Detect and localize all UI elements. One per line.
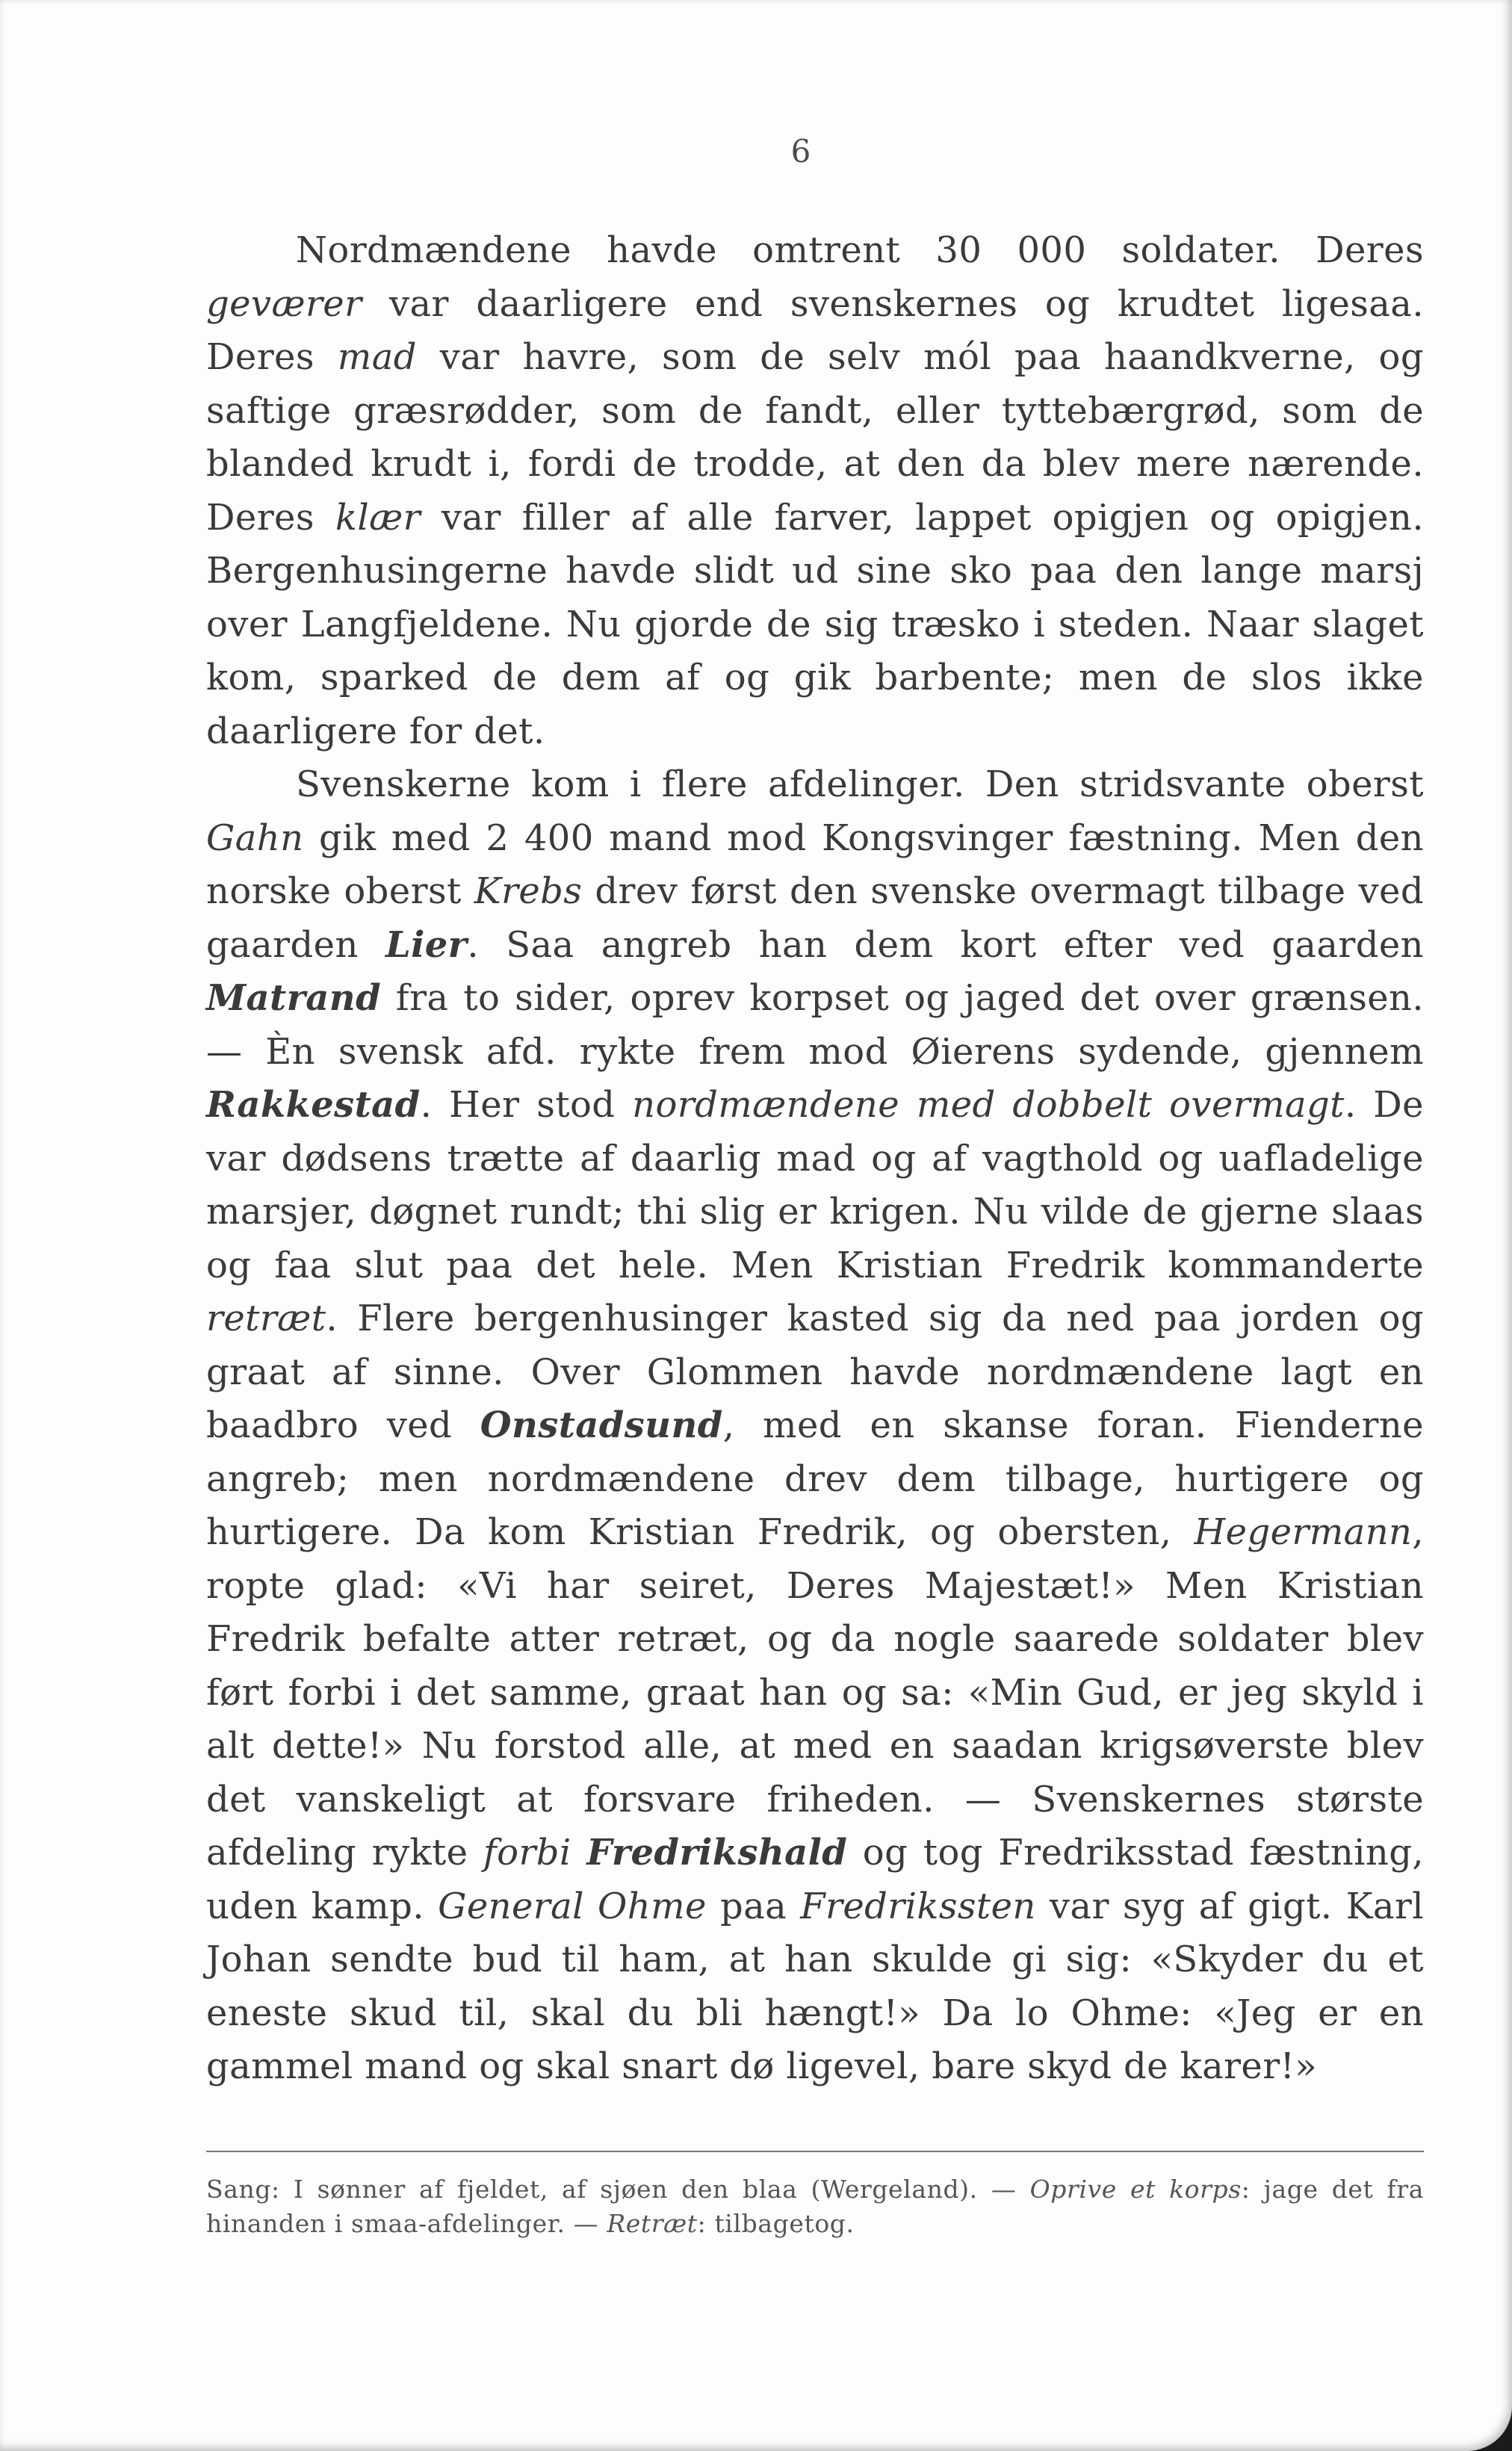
- italic-term: forbi: [483, 1832, 571, 1874]
- text-run: Sang: I sønner af fjeldet, af sjøen den blaa (Wergeland). —: [206, 2175, 1030, 2204]
- italic-term: Oprive et korps: [1029, 2175, 1242, 2204]
- text-run: . Flere bergenhusinger kasted sig da ned paa jorden og graat af sinne. Over Glommen havde nordmændene lagt en baadbro ved: [206, 1298, 1424, 1446]
- place-name: Fredrikshald: [586, 1832, 848, 1874]
- text-run: var syg af gigt. Karl Johan sendte bud til ham, at han skulde gi sig: «Skyder du et eneste skud til, skal du bli hængt!» Da lo Ohme: «Jeg er en gammel mand og skal snart dø ligevel, bare skyd de karer!»: [206, 1885, 1424, 2087]
- text-run: paa: [706, 1885, 801, 1927]
- italic-term: nordmændene med dobbelt overmagt: [632, 1084, 1345, 1126]
- body-text: [206, 224, 1424, 2094]
- text-run: Svenskerne kom i flere afdelinger. Den stridsvante oberst: [296, 763, 1424, 805]
- text-run: , med en skanse foran. Fienderne angreb; men nordmændene drev dem tilbage, hurtigere og hurtigere. Da kom Kristian Fredrik, og obersten,: [206, 1404, 1424, 1553]
- text-run: . Saa angreb han dem kort efter ved gaarden: [467, 923, 1424, 966]
- place-name: Onstadsund: [480, 1404, 723, 1446]
- italic-term: Hegermann: [1194, 1511, 1413, 1553]
- page-number: 6: [790, 133, 811, 170]
- text-run: var daarligere end svenskernes og krudtet ligesaa. Deres: [206, 282, 1424, 378]
- place-name: Matrand: [206, 977, 382, 1019]
- text-run: . De var dødsens trætte af daarlig mad og af vagthold og uafladelige marsjer, døgnet rundt; thi slig er krigen. Nu vilde de gjerne slaas og faa slut paa det hele. Men Kristian Fredrik kommanderte: [206, 1084, 1424, 1286]
- text-run: gik med 2 400 mand mod Kongsvinger fæstning. Men den norske oberst: [206, 817, 1424, 912]
- text-run: : tilbagetog.: [697, 2209, 855, 2238]
- text-run: drev først den svenske overmagt tilbage ved gaarden: [206, 870, 1424, 966]
- footnote-divider: [206, 2151, 1424, 2152]
- text-run: , ropte glad: «Vi har seiret, Deres Majestæt!» Men Kristian Fredrik befalte atter retræt, og da nogle saarede soldater blev ført forbi i det samme, graat han og sa: «Min Gud, er jeg skyld i alt dette!» Nu forstod alle, at med en saadan krigsøverste blev det vanskeligt at forsvare friheden. — Svenskernes største afdeling rykte: [206, 1511, 1424, 1874]
- text-run: : jage det fra hinanden i smaa-afdelinger. —: [206, 2175, 1424, 2238]
- text-run: Nordmændene havde omtrent 30 000 soldater. Deres: [296, 229, 1424, 271]
- italic-term: Fredrikssten: [800, 1885, 1036, 1927]
- italic-term: retræt: [206, 1298, 326, 1339]
- italic-term: Retræt: [607, 2209, 698, 2238]
- italic-term: Gahn: [206, 817, 304, 859]
- italic-term: geværer: [206, 282, 362, 325]
- paragraph: [206, 758, 1424, 2094]
- text-run: fra to sider, oprev korpset og jaged det over grænsen. — Èn svensk afd. rykte frem mod Øierens sydende, gjennem: [206, 977, 1424, 1073]
- footnote: [206, 2172, 1424, 2241]
- paragraph: [206, 224, 1424, 758]
- italic-term: General Ohme: [438, 1885, 707, 1927]
- place-name: Rakkestad: [206, 1084, 421, 1126]
- italic-term: mad: [337, 336, 417, 378]
- text-run: . Her stod: [420, 1084, 633, 1126]
- place-name: Lier: [385, 923, 468, 966]
- italic-term: Krebs: [474, 870, 583, 912]
- italic-term: klær: [335, 496, 421, 539]
- text-run: var filler af alle farver, lappet opigjen og opigjen. Bergenhusingerne havde slidt ud sine sko paa den lange marsj over Langfjeldene. Nu gjorde de sig træsko i steden. Naar slaget kom, sparked de dem af og gik barbente; men de slos ikke daarligere for det.: [206, 496, 1424, 752]
- text-run: [571, 1832, 587, 1874]
- text-run: og tog Fredriksstad fæstning, uden kamp.: [206, 1832, 1425, 1927]
- text-run: var havre, som de selv mól paa haandkverne, og saftige græsrødder, som de fandt, eller tyttebærgrød, som de blanded krudt i, fordi de trodde, at den da blev mere nærende. Deres: [206, 336, 1424, 539]
